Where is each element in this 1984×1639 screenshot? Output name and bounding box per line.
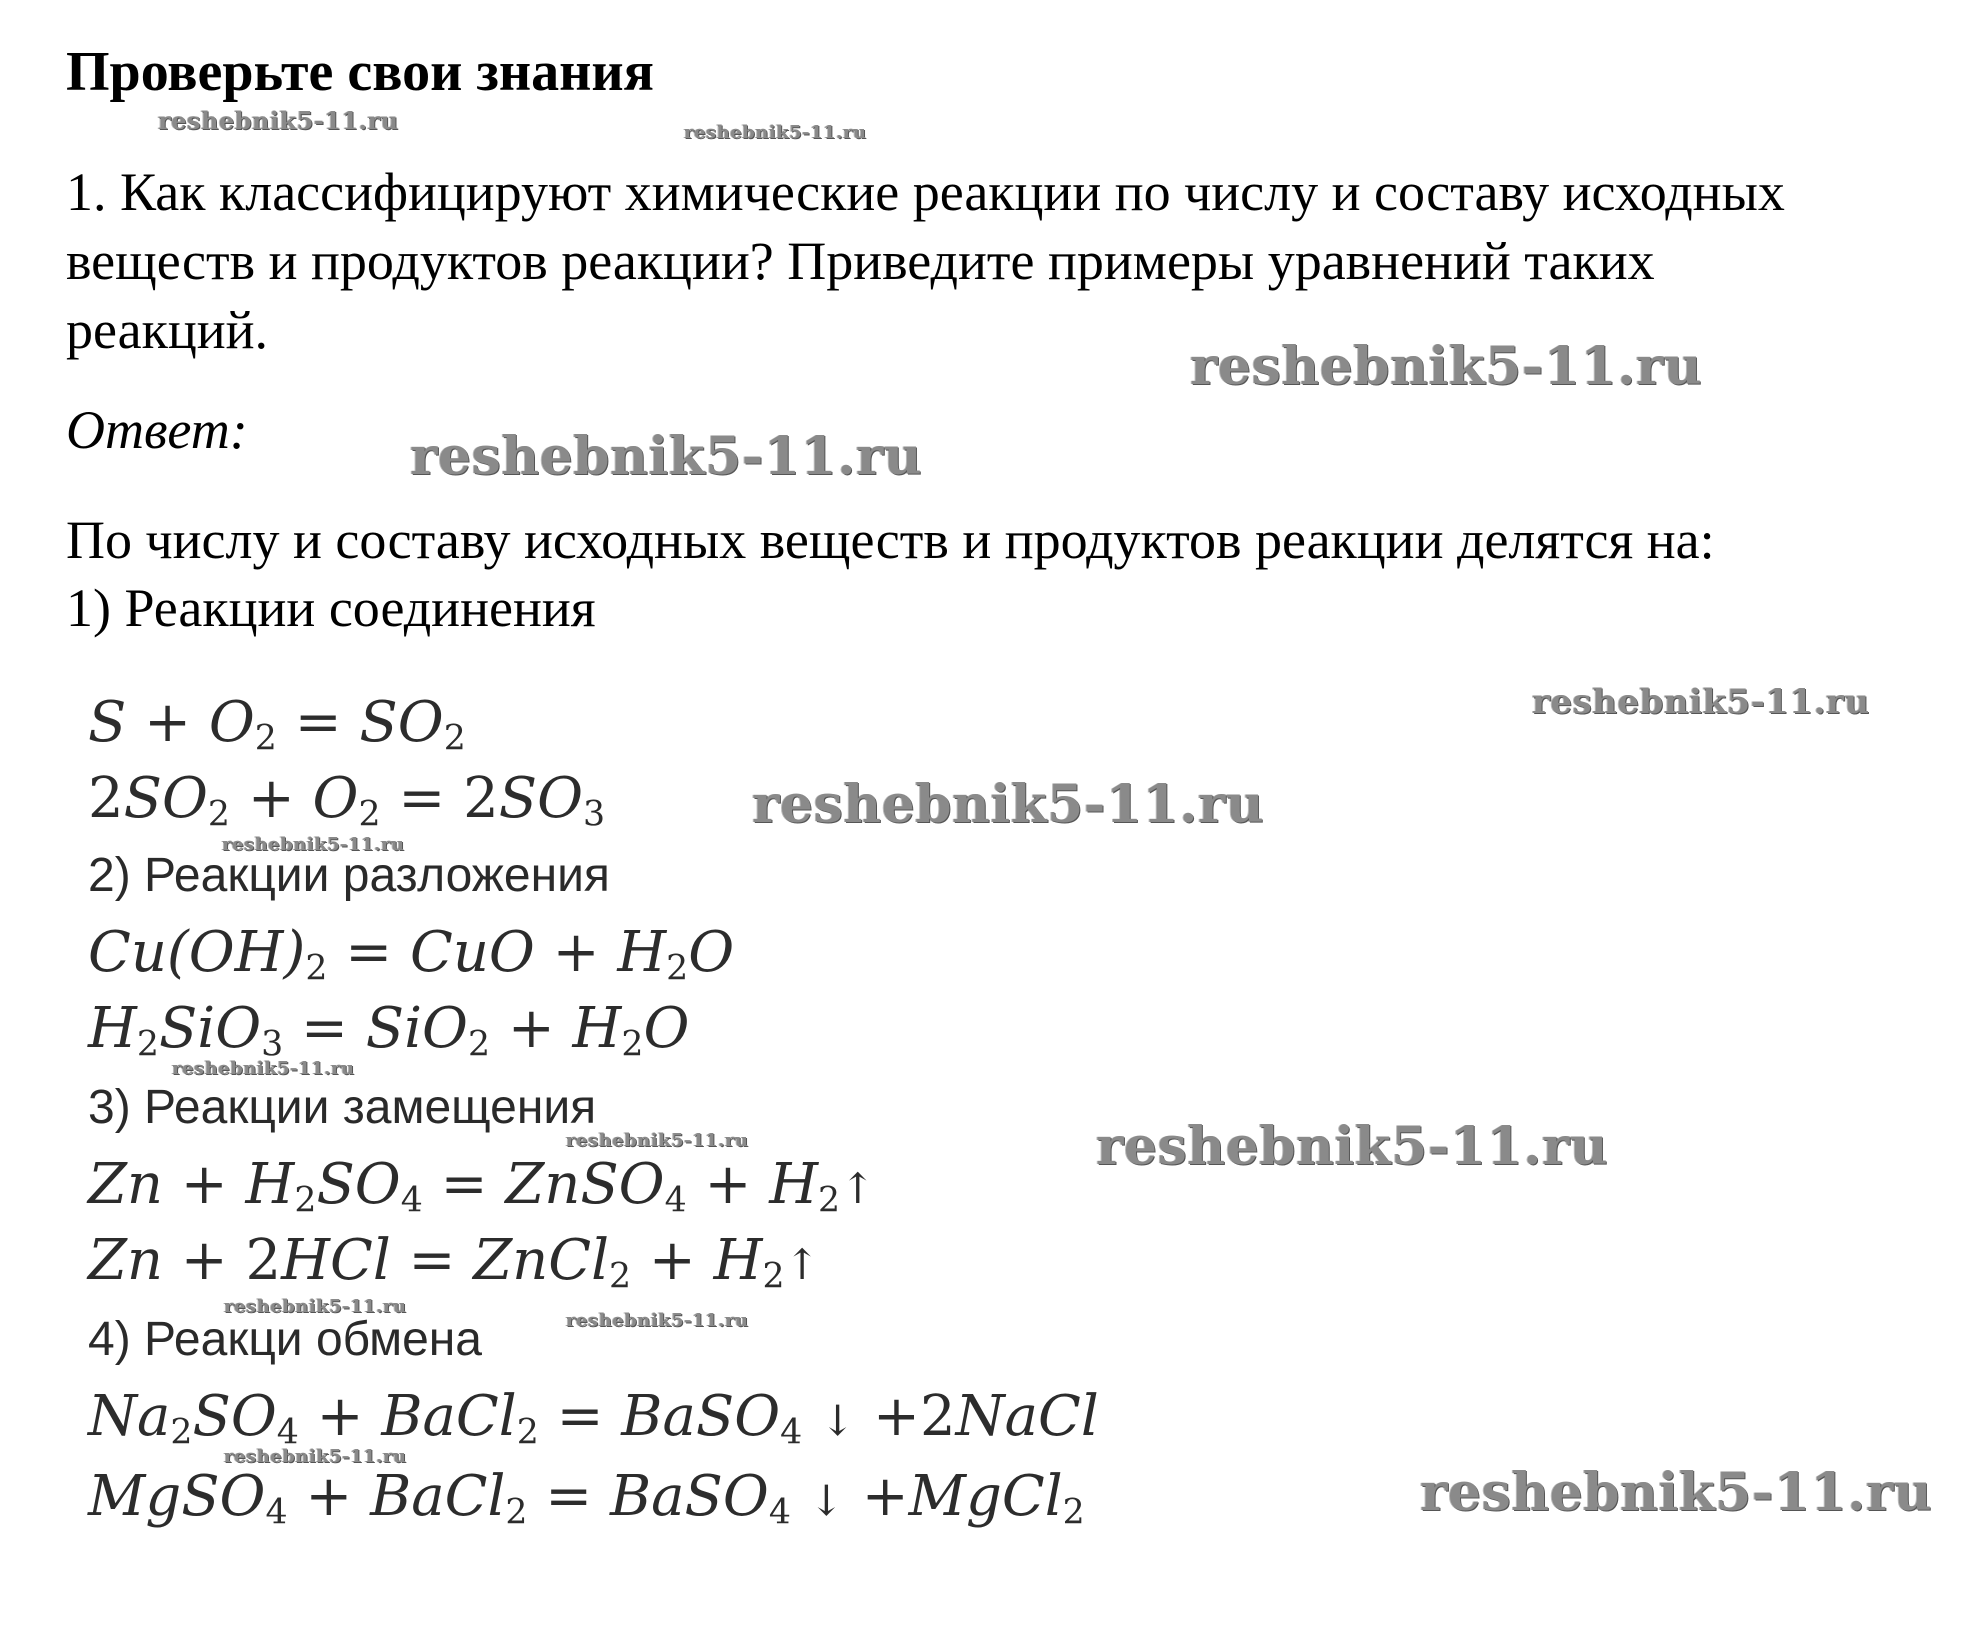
watermark: reshebnik5-11.ru bbox=[172, 1058, 355, 1079]
equation: $2SO_2 + O_2 = 2SO_3$ bbox=[88, 766, 606, 835]
watermark: reshebnik5-11.ru bbox=[410, 426, 923, 487]
answer-label: Ответ: bbox=[66, 400, 248, 460]
watermark: reshebnik5-11.ru bbox=[1096, 1116, 1609, 1177]
equation: $Na_2SO_4$ + BaCl$_2$ = BaSO$_4$ ↓ +2NaCl bbox=[88, 1384, 1099, 1453]
equation: $S + O_2 = SO_2$ bbox=[88, 690, 466, 759]
page-heading: Проверьте свои знания bbox=[66, 41, 654, 103]
watermark: reshebnik5-11.ru bbox=[752, 774, 1265, 835]
section-title-substitution: 3) Реакции замещения bbox=[88, 1081, 597, 1134]
watermark: reshebnik5-11.ru bbox=[566, 1130, 749, 1151]
section-title-combination: 1) Реакции соединения bbox=[66, 578, 596, 638]
watermark: reshebnik5-11.ru bbox=[1420, 1462, 1933, 1523]
question-line: веществ и продуктов реакции? Приведите примеры уравнений таких bbox=[66, 231, 1655, 291]
watermark: reshebnik5-11.ru bbox=[224, 1446, 407, 1467]
section-title-decomposition: 2) Реакции разложения bbox=[88, 849, 610, 902]
equation: $H_2SiO_3 = SiO_2 + H_2O$ bbox=[88, 996, 690, 1065]
watermark: reshebnik5-11.ru bbox=[1190, 336, 1703, 397]
question-line: реакций. bbox=[66, 300, 269, 360]
watermark: reshebnik5-11.ru bbox=[158, 106, 399, 135]
answer-intro: По числу и составу исходных веществ и продуктов реакции делятся на: bbox=[66, 510, 1715, 570]
question-line: 1. Как классифицируют химические реакции по числу и составу исходных bbox=[66, 162, 1785, 222]
equation: MgSO$_4$ + BaCl$_2$ = BaSO$_4$ ↓ +MgCl$_2$ bbox=[88, 1464, 1085, 1533]
watermark: reshebnik5-11.ru bbox=[222, 834, 405, 855]
equation: Zn + 2HCl = ZnCl$_2$ + $H_2↑$ bbox=[88, 1228, 820, 1297]
section-title-exchange: 4) Реакци обмена bbox=[88, 1313, 482, 1366]
watermark: reshebnik5-11.ru bbox=[684, 122, 867, 143]
watermark: reshebnik5-11.ru bbox=[566, 1310, 749, 1331]
equation: $Cu(OH)_2$ = CuO + $H_2O$ bbox=[88, 920, 735, 989]
watermark: reshebnik5-11.ru bbox=[224, 1296, 407, 1317]
equation: $Zn + H_2SO_4$ = ZnSO$_4$ + $H_2↑$ bbox=[88, 1152, 876, 1221]
question-1 bbox=[66, 158, 1966, 365]
watermark: reshebnik5-11.ru bbox=[1532, 682, 1870, 722]
